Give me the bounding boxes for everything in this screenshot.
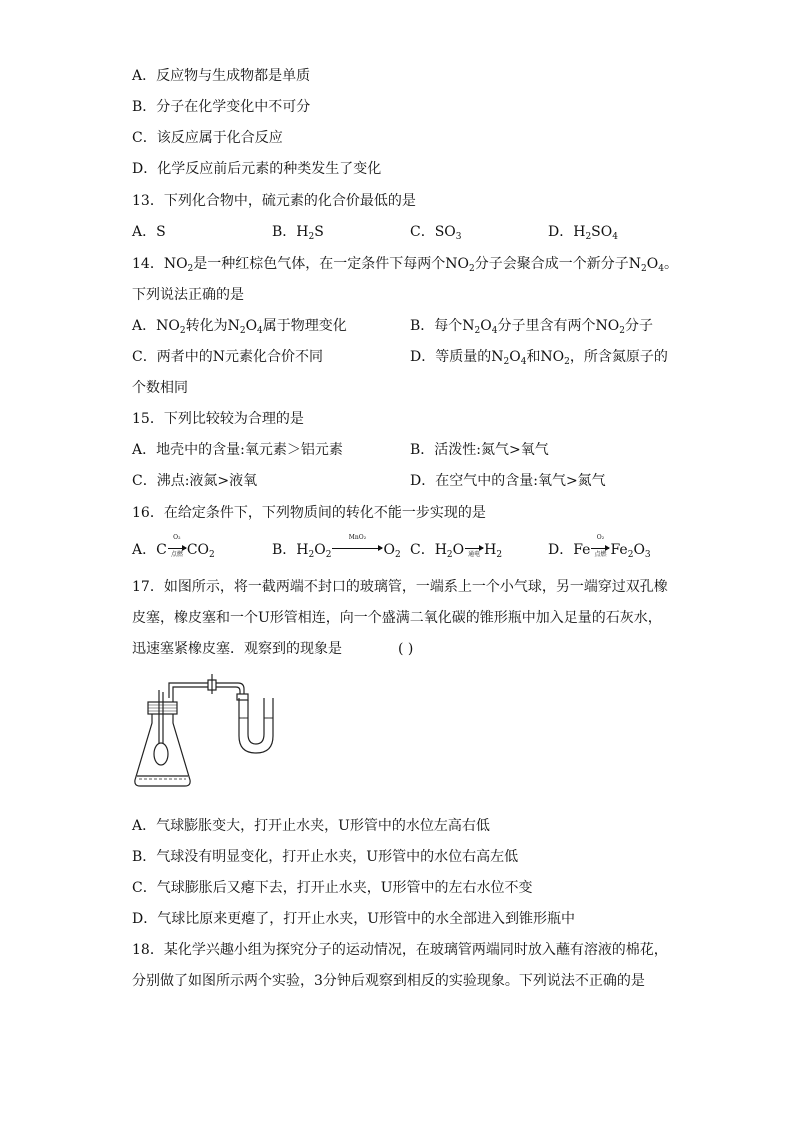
- q12-option-b: B．分子在化学变化中不可分: [132, 99, 311, 115]
- reaction-arrow-icon: 通电: [465, 541, 483, 555]
- q12-option-c: C．该反应属于化合反应: [132, 130, 283, 146]
- reaction-arrow-icon: O₂ 点燃: [591, 541, 609, 555]
- q18-stem-line-1: 18．某化学兴趣小组为探究分子的运动情况，在玻璃管两端同时放入蘸有溶液的棉花，: [132, 942, 668, 958]
- reaction-arrow-icon: MnO₂: [332, 541, 382, 555]
- q15-option-d: D．在空气中的含量:氧气>氮气: [410, 473, 606, 489]
- q17-option-c: C．气球膨胀后又瘪下去，打开止水夹，U形管中的左右水位不变: [132, 880, 533, 896]
- q13-option-d: D．$H_2SO_4$: [548, 224, 618, 242]
- q14-option-a: A．$NO_2$转化为$N_2O_4$属于物理变化: [132, 318, 347, 336]
- q17-stem-line-2: 皮塞，橡皮塞和一个U形管相连，向一个盛满二氧化碳的锥形瓶中加入足量的石灰水，: [132, 610, 662, 626]
- q17-option-a: A．气球膨胀变大，打开止水夹，U形管中的水位左高右低: [132, 818, 490, 834]
- q16-option-a: A．C O₂ 点燃 $CO_2$: [132, 534, 215, 560]
- q13-option-a: A．S: [132, 224, 166, 240]
- q14-stem-line-2: 下列说法正确的是: [132, 287, 244, 303]
- q13-stem: 13．下列化合物中，硫元素的化合价最低的是: [132, 193, 416, 209]
- q15-option-b: B．活泼性:氮气>氧气: [410, 442, 549, 458]
- q17-option-b: B．气球没有明显变化，打开止水夹，U形管中的水位右高左低: [132, 849, 519, 865]
- q15-option-a: A．地壳中的含量:氧元素＞铝元素: [132, 442, 343, 458]
- q13-option-b: B．$H_2S$: [272, 224, 324, 242]
- q17-answer-blank: ( ): [398, 641, 414, 657]
- q15-stem: 15．下列比较较为合理的是: [132, 411, 304, 427]
- q12-option-d: D．化学反应前后元素的种类发生了变化: [132, 161, 382, 177]
- q14-option-d: D．等质量的$N_2O_4$和$NO_2$，所含氮原子的: [410, 349, 668, 367]
- q15-option-c: C．沸点:液氮>液氧: [132, 473, 258, 489]
- q18-stem-line-2: 分别做了如图所示两个实验，3分钟后观察到相反的实验现象。下列说法不正确的是: [132, 973, 645, 989]
- q13-option-c: C．$SO_3$: [410, 224, 462, 242]
- q14-stem-line-1: 14．$NO_2$是一种红棕色气体，在一定条件下每两个$NO_2$分子会聚合成一个新分子$N_2O_4$。: [132, 256, 678, 274]
- q17-option-d: D．气球比原来更瘪了，打开止水夹，U形管中的水全部进入到锥形瓶中: [132, 911, 576, 927]
- reaction-arrow-icon: O₂ 点燃: [168, 541, 186, 555]
- q16-option-c: C．$H_2O$ 通电 $H_2$: [410, 542, 503, 560]
- q16-option-b: B．$H_2O_2$ MnO₂ $O_2$: [272, 534, 401, 560]
- q17-stem-line-1: 17．如图所示，将一截两端不封口的玻璃管，一端系上一个小气球，另一端穿过双孔橡: [132, 579, 668, 595]
- q14-option-c: C．两者中的N元素化合价不同: [132, 349, 323, 365]
- flask-u-tube-apparatus-diagram: [130, 668, 305, 796]
- q17-stem-line-3: 迅速塞紧橡皮塞．观察到的现象是: [132, 641, 342, 657]
- q14-option-b: B．每个$N_2O_4$分子里含有两个$NO_2$分子: [410, 318, 653, 336]
- q12-option-a: A．反应物与生成物都是单质: [132, 68, 311, 84]
- q16-option-d: D．Fe O₂ 点燃 $Fe_2O_3$: [548, 534, 651, 560]
- q14-option-d-continued: 个数相同: [132, 380, 188, 396]
- q16-stem: 16．在给定条件下，下列物质间的转化不能一步实现的是: [132, 505, 486, 521]
